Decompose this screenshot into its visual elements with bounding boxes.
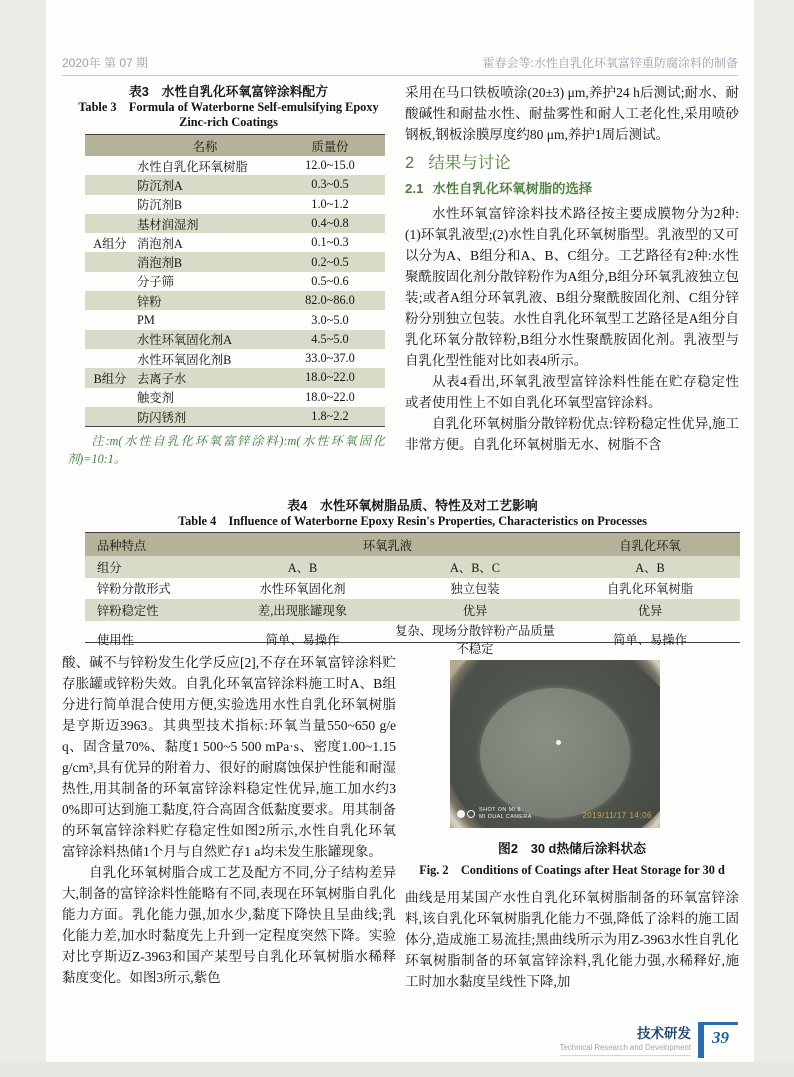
page-edge-right — [754, 0, 794, 1077]
table-row: 水性环氧固化剂A 4.5~5.0 — [85, 330, 385, 349]
table-row: 水性自乳化环氧树脂 12.0~15.0 — [137, 158, 355, 174]
page-edge-bottom — [0, 1062, 794, 1077]
subsection-title: 水性自乳化环氧树脂的选择 — [432, 181, 593, 196]
section-heading — [405, 152, 739, 174]
section-title: 结果与讨论 — [428, 154, 511, 172]
photo-timestamp: 2019/11/17 14:06 — [582, 811, 652, 820]
table-row: 锌粉稳定性 差,出现胀罐现象 优异 优异 — [85, 599, 740, 621]
subsection-heading — [405, 179, 739, 199]
table-row: 锌粉 82.0~86.0 — [85, 291, 385, 310]
table4-header-cell: 环氧乳液 — [362, 538, 413, 553]
table3-header-value: 质量份 — [311, 139, 349, 154]
table4-title-en: Table 4 Influence of Waterborne Epoxy Resin's Properties, Characteristics on Processes — [178, 514, 647, 528]
section-number: 2 — [405, 154, 415, 172]
table-row: 消泡剂A 0.1~0.3 — [137, 235, 349, 251]
table3-note: 注:m(水性自乳化环氧富锌涂料):m(水性环氧固化剂)=10:1。 — [67, 434, 385, 466]
camera-watermark — [457, 807, 532, 821]
column-right-top — [405, 82, 739, 455]
issue-label: 2020年 第 07 期 — [62, 56, 149, 70]
table-row: 基材润湿剂 0.4~0.8 — [85, 214, 385, 233]
watermark-text: SHOT ON MI 8 MI DUAL CAMERA — [479, 807, 532, 820]
paragraph: 自乳化环氧树脂合成工艺及配方不同,分子结构差异大,制备的富锌涂料性能略有不同,表现在环氧树脂自乳化能力方面。乳化能力强,加水少,黏度下降快且呈曲线;乳化能力差,加水时黏度先上升到一定程度突然下降。实验对比亨斯迈Z-3963和国产某型号自乳化环氧树脂水稀释黏度变化。如图3所示,紫色 — [62, 865, 396, 985]
paint-highlight-dot — [556, 740, 561, 745]
paragraph: 采用在马口铁板喷涂(20±3) μm,养护24 h后测试;耐水、耐酸碱性和耐盐水性、耐盐雾性和耐人工老化性,采用喷砂钢板,钢板涂膜厚度约80 μm,养护1周后测试。 — [405, 85, 739, 142]
paragraph: 从表4看出,环氧乳液型富锌涂料性能在贮存稳定性或者使用性上不如自乳化环氧型富锌涂料。 — [405, 374, 739, 410]
table3-header-name: 名称 — [192, 139, 218, 154]
figure2-caption-zh: 图2 30 d热储后涂料状态 — [498, 841, 646, 856]
table4-header-cell: 自乳化环氧 — [619, 538, 681, 553]
table-row: 锌粉分散形式 水性环氧固化剂 独立包装 自乳化环氧树脂 — [97, 582, 694, 597]
table3-title-zh: 表3 水性自乳化环氧富锌涂料配方 — [128, 84, 329, 99]
paragraph: 曲线是用某国产水性自乳化环氧树脂制备的环氧富锌涂料,该自乳化环氧树脂乳化能力不强,降低了涂料的施工固体分,造成施工易流挂;黑曲线所示为用Z-3963水性自乳化环氧树脂制备的环氧富锌涂料,乳化能力强,水稀释好,施工时加水黏度呈线性下降,加 — [405, 890, 739, 989]
table4-header-cell: 品种特点 — [97, 538, 147, 553]
figure2-caption-en: Fig. 2 Conditions of Coatings after Heat Storage for 30 d — [419, 863, 725, 877]
table-row: 触变剂 18.0~22.0 — [137, 389, 355, 406]
table3-title-en-line2: Zinc-rich Coatings — [179, 115, 278, 129]
footer-section — [560, 1022, 691, 1056]
page-edge-left — [0, 0, 46, 1077]
table-row: 使用性 简单、易操作 复杂、现场分散锌粉产品质量不稳定 简单、易操作 — [97, 623, 687, 656]
paint-surface — [480, 688, 630, 818]
table-row: 防闪锈剂 1.8~2.2 — [85, 407, 385, 426]
table4-title-zh: 表4 水性环氧树脂品质、特性及对工艺影响 — [287, 498, 538, 513]
footer-section-zh: 技术研发 — [637, 1026, 691, 1041]
table-row: 防沉剂B 1.0~1.2 — [137, 196, 349, 213]
table3-body — [85, 156, 385, 427]
table-row: 组分 A、B A、B、C A、B — [85, 556, 740, 578]
table4-section — [85, 498, 740, 656]
column-left-top — [62, 84, 395, 468]
table4 — [85, 532, 740, 656]
table3 — [85, 134, 385, 427]
page-header — [62, 50, 738, 76]
column-left-bottom — [62, 652, 396, 988]
table4-header-row — [85, 532, 740, 556]
table3-title-en-line1: Table 3 Formula of Waterborne Self-emulsifying Epoxy — [78, 100, 379, 114]
column-right-bottom — [405, 652, 739, 992]
table3-group-a-label: A组分 — [93, 237, 127, 251]
figure2-photo — [450, 660, 660, 828]
table3-group-b-label: B组分 — [93, 372, 127, 386]
table3-header-row — [85, 134, 385, 156]
table-row: 分子筛 0.5~0.6 — [137, 273, 349, 290]
running-title: 霍春会等:水性自乳化环氧富锌重防腐涂料的制备 — [482, 56, 738, 70]
footer-section-en: Technical Research and Development — [560, 1042, 691, 1056]
camera-logo-icon — [457, 810, 475, 818]
paragraph: 水性环氧富锌涂料技术路径按主要成膜物分为2种:(1)环氧乳液型;(2)水性自乳化环氧树脂型。乳液型的又可以分为A、B组分和A、B、C组分。工艺路径有2种:水性聚酰胺固化剂分散锌粉作为A组分,B组分环氧乳液独立包装;或者A组分环氧乳液、B组分聚酰胺固化剂、C组分锌粉分别独立包装。水性自乳化环氧型工艺路径是A组分自乳化环氧分散锌粉,B组分水性聚酰胺固化剂。乳液型与自乳化型性能对比如表4所示。 — [405, 206, 739, 368]
table-row: 去离子水 18.0~22.0 — [85, 368, 385, 387]
subsection-number: 2.1 — [405, 181, 424, 196]
table-row: 防沉剂A 0.3~0.5 — [85, 175, 385, 194]
page-number-box — [698, 1022, 738, 1058]
page-footer — [560, 1022, 738, 1058]
page-number: 39 — [712, 1028, 729, 1047]
table-row: 消泡剂B 0.2~0.5 — [85, 252, 385, 271]
table-row: PM 3.0~5.0 — [137, 312, 349, 327]
paragraph: 酸、碱不与锌粉发生化学反应[2],不存在环氧富锌涂料贮存胀罐或锌粉失效。自乳化环氧富锌涂料施工时A、B组分进行简单混合使用方便,实验选用水性自乳化环氧树脂是亨斯迈3963。其典型技术指标:环氧当量550~650 g/eq、固含量70%、黏度1 500~5 500 mPa·s、密度1.00~1.15 g/cm³,具有优异的附着力、很好的耐腐蚀保护性能和耐湿热性,用其制备的环氧富锌涂料稳定性优异,施工加水约30%即可达到施工黏度,符合高固含低黏度要求。用其制备的环氧富锌涂料贮存稳定性如图2所示,水性自乳化环氧富锌涂料热储1个月与自然贮存1 a均未发生胀罐现象。 — [62, 655, 396, 859]
paragraph: 自乳化环氧树脂分散锌粉优点:锌粉稳定性优异,施工非常方便。自乳化环氧树脂无水、树脂不含 — [405, 416, 739, 452]
table-row: 水性环氧固化剂B 33.0~37.0 — [137, 351, 355, 367]
